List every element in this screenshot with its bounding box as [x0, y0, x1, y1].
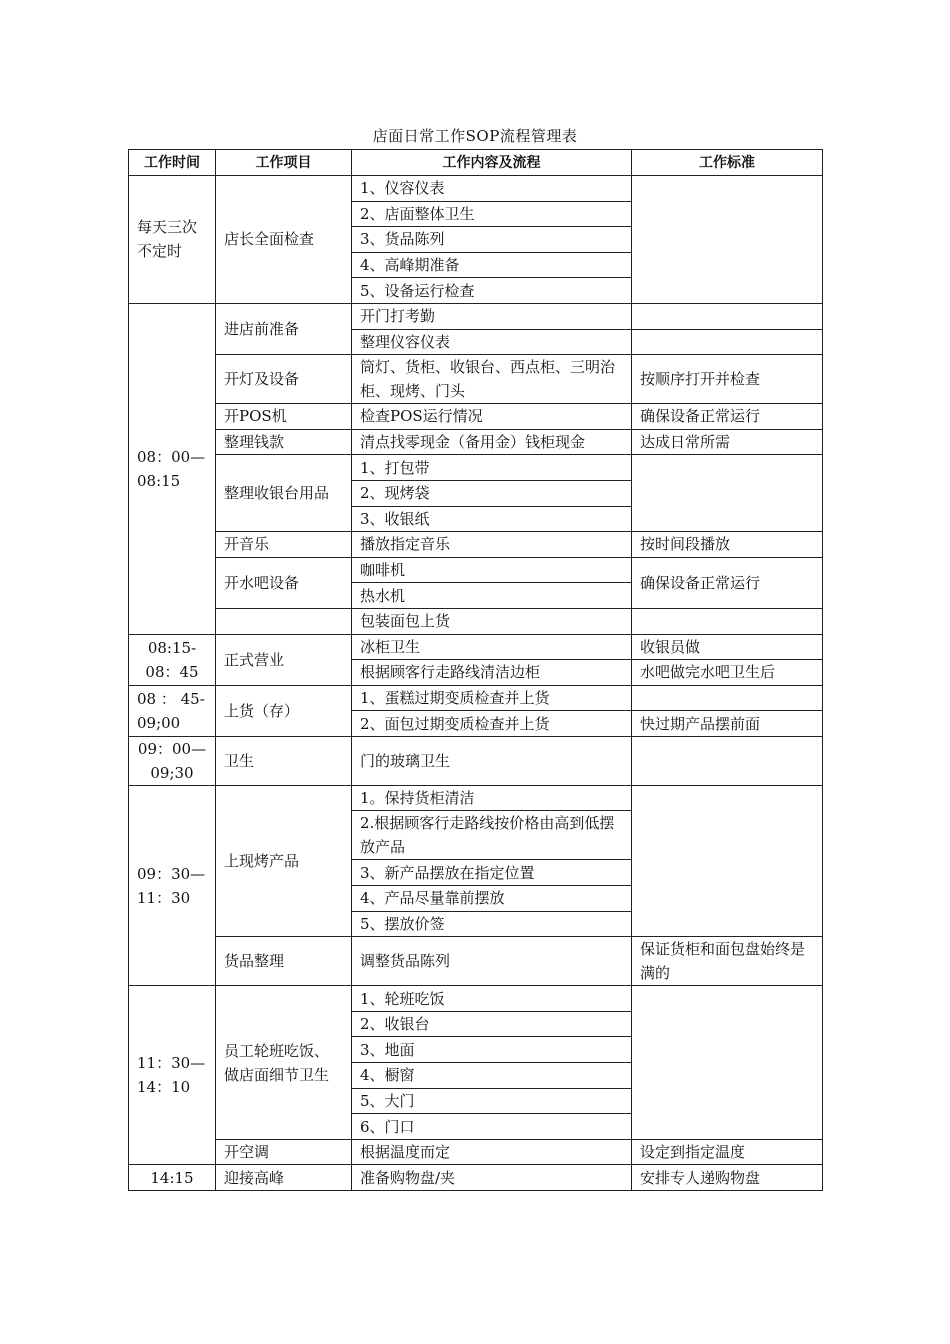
- time-cell: 09：30—11：30: [129, 785, 216, 985]
- content-cell: 包装面包上货: [352, 608, 632, 634]
- standard-cell: 按顺序打开并检查: [632, 355, 823, 404]
- table-row: [129, 608, 823, 634]
- content-cell: 2、现烤袋: [352, 480, 632, 506]
- content-cell: 3、货品陈列: [352, 227, 632, 253]
- content-cell: 2、面包过期变质检查并上货: [352, 711, 632, 737]
- content-cell: 3、地面: [352, 1037, 632, 1063]
- item-cell: [216, 608, 352, 634]
- table-row: [129, 429, 823, 455]
- time-cell: 11：30—14：10: [129, 986, 216, 1165]
- item-cell: 货品整理: [216, 937, 352, 986]
- table-row: [129, 557, 823, 583]
- standard-cell: 快过期产品摆前面: [632, 711, 823, 737]
- standard-cell: 确保设备正常运行: [632, 557, 823, 608]
- standard-cell: 收银员做: [632, 634, 823, 660]
- table-row: [129, 937, 823, 986]
- time-cell: 每天三次不定时: [129, 176, 216, 304]
- content-cell: 4、产品尽量靠前摆放: [352, 886, 632, 912]
- table-row: [129, 1165, 823, 1191]
- content-cell: 准备购物盘/夹: [352, 1165, 632, 1191]
- content-cell: 根据温度而定: [352, 1139, 632, 1165]
- item-cell: 店长全面检查: [216, 176, 352, 304]
- content-cell: 开门打考勤: [352, 303, 632, 329]
- table-row: [129, 1139, 823, 1165]
- table-row: [129, 736, 823, 785]
- time-cell: 08 ： 45-09;00: [129, 685, 216, 736]
- item-cell: 整理钱款: [216, 429, 352, 455]
- item-cell: 开空调: [216, 1139, 352, 1165]
- table-header-row: [129, 150, 823, 176]
- item-cell: 员工轮班吃饭、做店面细节卫生: [216, 986, 352, 1140]
- header-time: 工作时间: [129, 150, 216, 176]
- document-title: 店面日常工作SOP流程管理表: [372, 127, 578, 145]
- table-row: [129, 785, 823, 811]
- standard-cell: 保证货柜和面包盘始终是满的: [632, 937, 823, 986]
- table-row: [129, 176, 823, 202]
- standard-cell: 按时间段播放: [632, 532, 823, 558]
- content-cell: 1。保持货柜清洁: [352, 785, 632, 811]
- standard-cell: 水吧做完水吧卫生后: [632, 660, 823, 686]
- table-row: [129, 634, 823, 660]
- standard-cell: [632, 685, 823, 711]
- sop-table: [128, 149, 823, 1191]
- content-cell: 筒灯、货柜、收银台、西点柜、三明治柜、现烤、门头: [352, 355, 632, 404]
- standard-cell: [632, 329, 823, 355]
- content-cell: 咖啡机: [352, 557, 632, 583]
- content-cell: 1、蛋糕过期变质检查并上货: [352, 685, 632, 711]
- content-cell: 2、店面整体卫生: [352, 201, 632, 227]
- content-cell: 清点找零现金（备用金）钱柜现金: [352, 429, 632, 455]
- content-cell: 热水机: [352, 583, 632, 609]
- standard-cell: [632, 176, 823, 304]
- item-cell: 开灯及设备: [216, 355, 352, 404]
- content-cell: 门的玻璃卫生: [352, 736, 632, 785]
- content-cell: 3、新产品摆放在指定位置: [352, 860, 632, 886]
- standard-cell: [632, 785, 823, 936]
- item-cell: 进店前准备: [216, 303, 352, 354]
- standard-cell: [632, 303, 823, 329]
- standard-cell: 安排专人递购物盘: [632, 1165, 823, 1191]
- content-cell: 1、仪容仪表: [352, 176, 632, 202]
- table-row: [129, 986, 823, 1012]
- standard-cell: [632, 455, 823, 532]
- time-cell: 08:15-08：45: [129, 634, 216, 685]
- content-cell: 3、收银纸: [352, 506, 632, 532]
- content-cell: 根据顾客行走路线清洁边柜: [352, 660, 632, 686]
- item-cell: 开水吧设备: [216, 557, 352, 608]
- table-row: [129, 303, 823, 329]
- item-cell: 开音乐: [216, 532, 352, 558]
- item-cell: 整理收银台用品: [216, 455, 352, 532]
- content-cell: 4、橱窗: [352, 1063, 632, 1089]
- header-content: 工作内容及流程: [352, 150, 632, 176]
- content-cell: 调整货品陈列: [352, 937, 632, 986]
- content-cell: 5、设备运行检查: [352, 278, 632, 304]
- content-cell: 4、高峰期准备: [352, 252, 632, 278]
- header-item: 工作项目: [216, 150, 352, 176]
- content-cell: 1、打包带: [352, 455, 632, 481]
- item-cell: 卫生: [216, 736, 352, 785]
- standard-cell: [632, 736, 823, 785]
- item-cell: 正式营业: [216, 634, 352, 685]
- standard-cell: [632, 608, 823, 634]
- content-cell: 2、收银台: [352, 1011, 632, 1037]
- item-cell: 开POS机: [216, 404, 352, 430]
- table-row: [129, 532, 823, 558]
- table-row: [129, 355, 823, 404]
- content-cell: 5、大门: [352, 1088, 632, 1114]
- standard-cell: 设定到指定温度: [632, 1139, 823, 1165]
- header-standard: 工作标准: [632, 150, 823, 176]
- content-cell: 冰柜卫生: [352, 634, 632, 660]
- content-cell: 检查POS运行情况: [352, 404, 632, 430]
- content-cell: 6、门口: [352, 1114, 632, 1140]
- time-cell: 08：00—08:15: [129, 303, 216, 634]
- content-cell: 播放指定音乐: [352, 532, 632, 558]
- content-cell: 5、摆放价签: [352, 911, 632, 937]
- standard-cell: 确保设备正常运行: [632, 404, 823, 430]
- standard-cell: 达成日常所需: [632, 429, 823, 455]
- table-row: [129, 404, 823, 430]
- content-cell: 整理仪容仪表: [352, 329, 632, 355]
- standard-cell: [632, 986, 823, 1140]
- item-cell: 上现烤产品: [216, 785, 352, 936]
- table-row: [129, 455, 823, 481]
- item-cell: 迎接高峰: [216, 1165, 352, 1191]
- table-row: [129, 685, 823, 711]
- time-cell: 09：00—09;30: [129, 736, 216, 785]
- content-cell: 1、轮班吃饭: [352, 986, 632, 1012]
- time-cell: 14:15: [129, 1165, 216, 1191]
- item-cell: 上货（存）: [216, 685, 352, 736]
- content-cell: 2.根据顾客行走路线按价格由高到低摆放产品: [352, 811, 632, 860]
